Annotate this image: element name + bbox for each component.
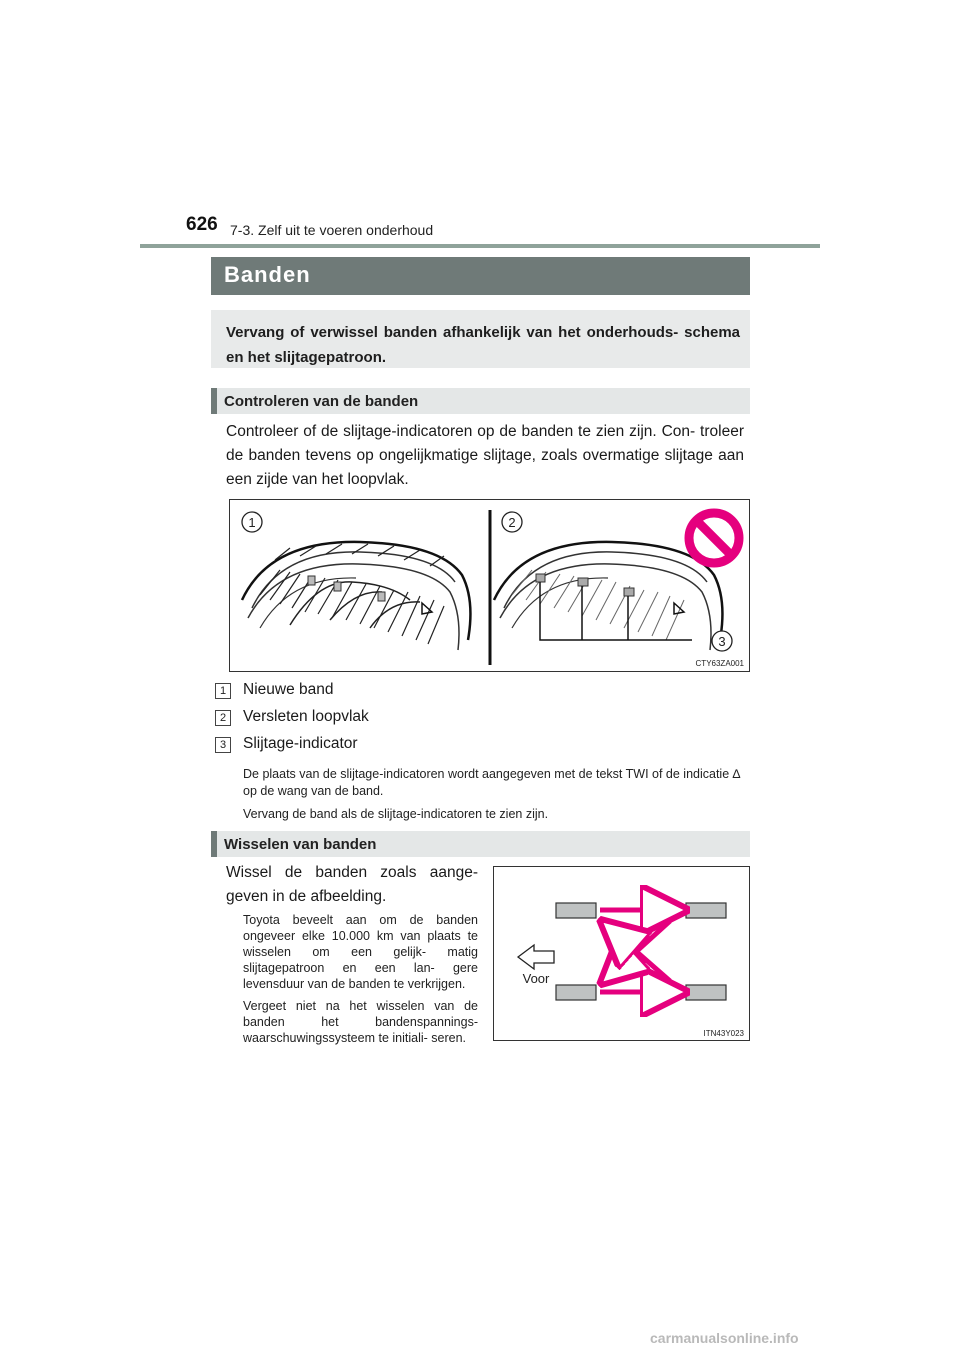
callout-1-label: 1 [248, 515, 256, 530]
rotation-notes [243, 912, 478, 1052]
callout-2-label: 2 [508, 515, 516, 530]
tire-front-right [686, 903, 726, 918]
new-tire-drawing [242, 542, 470, 650]
legend-label-3: Slijtage-indicator [243, 735, 358, 752]
wear-notes [243, 766, 749, 829]
intro-text: Vervang of verwissel banden afhankelijk van het onderhouds- schema en het slijtagepatroon. [226, 324, 740, 366]
header-divider [140, 244, 820, 248]
front-direction-arrow-icon [518, 945, 554, 969]
tire-wear-figure [229, 499, 750, 672]
tire-wear-illustration [230, 500, 749, 671]
page-title: Banden [224, 262, 311, 287]
check-body-text: Controleer of de slijtage-indicatoren op de banden te zien zijn. Con- troleer de banden tevens op ongelijkmatige slijtage, zoals overmatige slijtage aan een zijde van het loopvlak. [226, 423, 744, 488]
tire-rotation-figure [493, 866, 750, 1041]
tire-front-left [556, 903, 596, 918]
legend-label-2: Versleten loopvlak [243, 708, 369, 725]
legend-num-3: 3 [215, 737, 231, 753]
tire-rear-left [556, 985, 596, 1000]
tire-rear-right [686, 985, 726, 1000]
prohibited-icon [689, 513, 739, 563]
rotation-note-1: Toyota beveelt aan om de banden ongeveer elke 10.000 km van plaats te wisselen om een gelijk- matig slijtagepatroon en een lan- gere levensduur van de banden te verkrijgen. [243, 913, 478, 991]
check-heading: Controleren van de banden [224, 393, 419, 410]
wear-note-2: Vervang de band als de slijtage-indicatoren te zien zijn. [243, 807, 549, 821]
wear-note-1: De plaats van de slijtage-indicatoren wordt aangegeven met de tekst TWI of de indicatie ∆ op de wang van de band. [243, 767, 741, 798]
legend-num-2: 2 [215, 710, 231, 726]
callout-3-label: 3 [718, 634, 726, 649]
figure-code: CTY63ZA001 [695, 659, 744, 668]
worn-tire-drawing [494, 542, 722, 650]
page-number: 626 [186, 214, 218, 235]
watermark: carmanualsonline.info [650, 1330, 799, 1346]
rotation-note-2: Vergeet niet na het wisselen van de banden het bandenspannings- waarschuwingssysteem te initiali- seren. [243, 999, 478, 1045]
section-path: 7-3. Zelf uit te voeren onderhoud [230, 222, 434, 238]
rotation-heading: Wisselen van banden [224, 836, 377, 853]
figure-code-2: ITN43Y023 [703, 1029, 744, 1038]
front-label: Voor [522, 971, 550, 986]
rotation-heading-marker [211, 831, 217, 857]
legend-num-1: 1 [215, 683, 231, 699]
legend-label-1: Nieuwe band [243, 681, 334, 698]
check-heading-marker [211, 388, 217, 414]
tire-rotation-diagram [494, 867, 749, 1040]
rotation-body-text: Wissel de banden zoals aange- geven in de afbeelding. [226, 864, 478, 905]
